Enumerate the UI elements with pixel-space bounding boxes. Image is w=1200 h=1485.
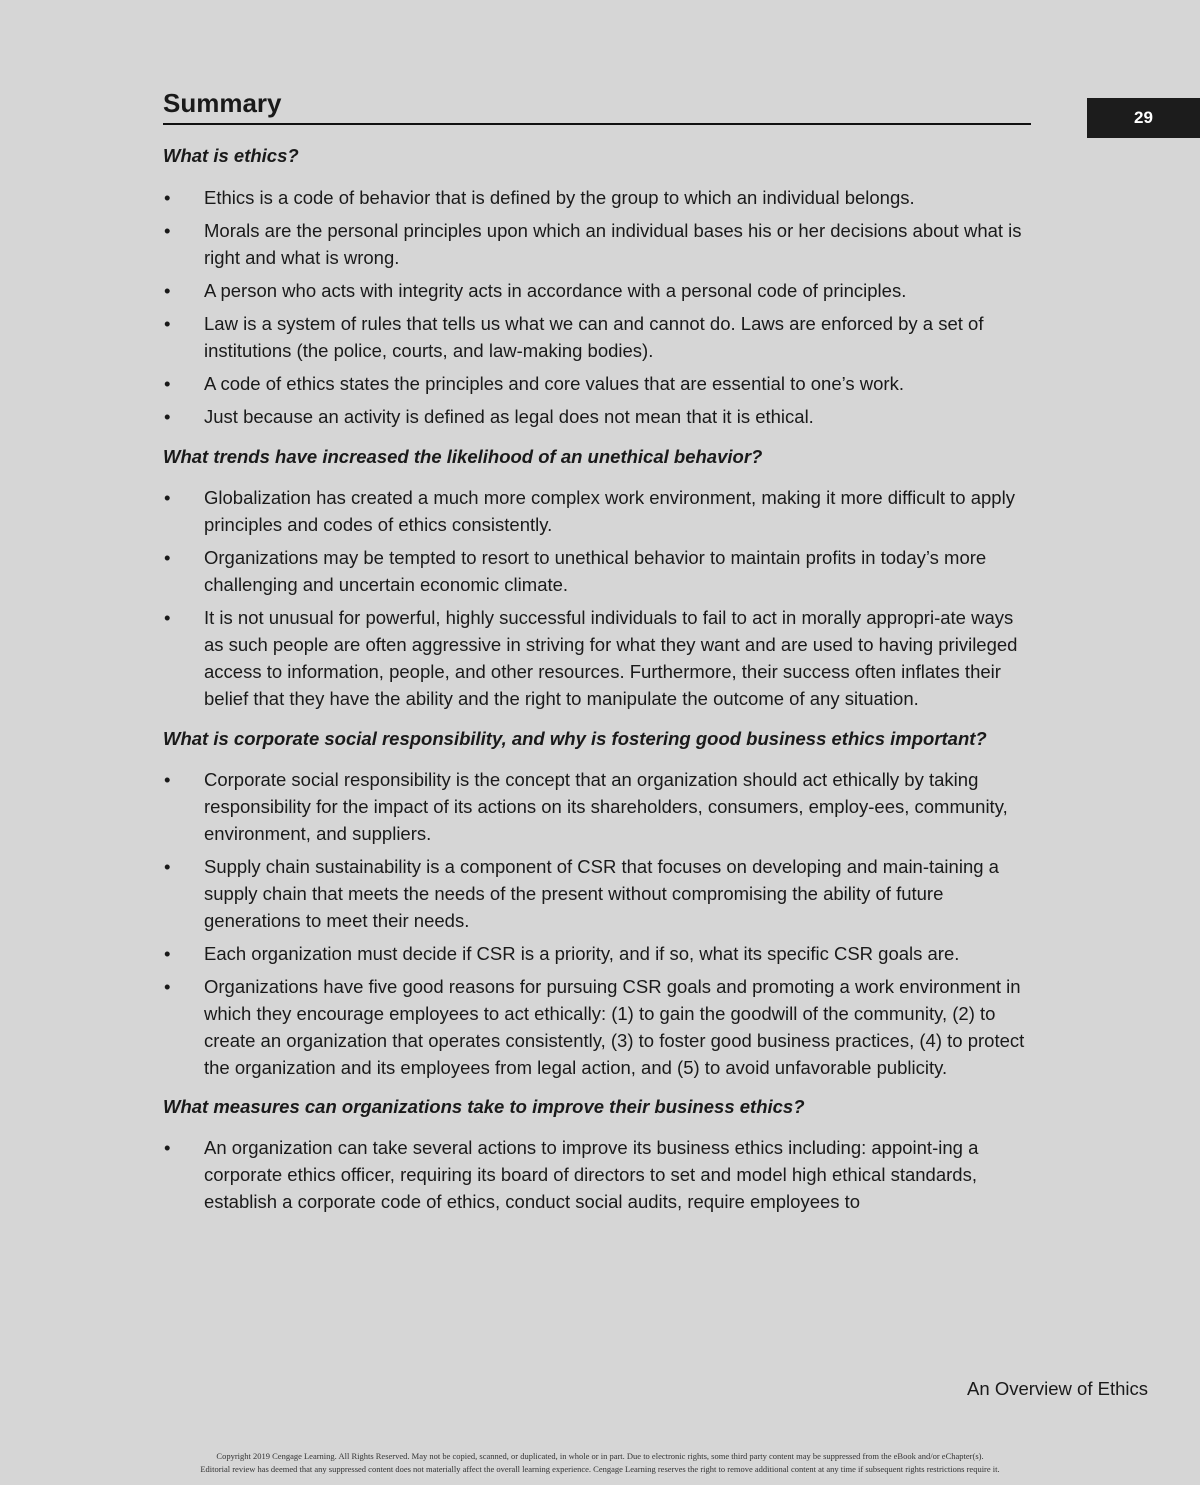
running-footer: An Overview of Ethics [967,1378,1148,1399]
copyright-line: Editorial review has deemed that any suppressed content does not materially affect the overall learning experience. Cengage Learning reserves the right to remove additional content at any time if subsequent rights restrictions require it. [200,1464,1000,1474]
list-item: • Organizations have five good reasons for pursuing CSR goals and promoting a work environment in which they encourage employees to act ethically: (1) to gain the goodwill of the community, (2) to create an organization that operates consistently, (3) to foster good business practices, (4) to protect the organization and its employees from legal action, and (5) to avoid unfavorable publicity. [163,973,1031,1081]
copyright-line: Copyright 2019 Cengage Learning. All Rights Reserved. May not be copied, scanned, or duplicated, in whole or in part. Due to electronic rights, some third party content may be suppressed from the eBook and/or eChapter(s). [216,1451,984,1461]
page-number-tab [1087,98,1200,138]
page-content [163,88,1031,1221]
section-trends [163,444,1031,712]
section-heading: What measures can organizations take to improve their business ethics? [163,1096,805,1117]
section-measures [163,1094,1031,1215]
list-item: • Just because an activity is defined as legal does not mean that it is ethical. [163,403,1031,430]
list-item: • Corporate social responsibility is the concept that an organization should act ethically by taking responsibility for the impact of its actions on its shareholders, consumers, employ-ees, community, environment, and suppliers. [163,766,1031,847]
list-item: • Globalization has created a much more complex work environment, making it more difficult to apply principles and codes of ethics consistently. [163,484,1031,538]
list-item: • Supply chain sustainability is a component of CSR that focuses on developing and main-taining a supply chain that meets the needs of the present without compromising the ability of future generations to meet their needs. [163,853,1031,934]
list-item: • A person who acts with integrity acts in accordance with a personal code of principles. [163,277,1031,304]
section-heading: What is corporate social responsibility, and why is fostering good business ethics important? [163,728,987,749]
bullet-list [163,766,1031,1081]
list-item: • An organization can take several actions to improve its business ethics including: appoint-ing a corporate ethics officer, requiring its board of directors to set and model high ethical standards, establish a corporate code of ethics, conduct social audits, require employees to [163,1134,1031,1215]
bullet-list [163,1134,1031,1215]
list-item: • Organizations may be tempted to resort to unethical behavior to maintain profits in today’s more challenging and uncertain economic climate. [163,544,1031,598]
list-item: • Law is a system of rules that tells us what we can and cannot do. Laws are enforced by a set of institutions (the police, courts, and law-making bodies). [163,310,1031,364]
list-item: • It is not unusual for powerful, highly successful individuals to fail to act in morally appropri-ate ways as such people are often aggressive in striving for what they want and are used to having privileged access to information, people, and other resources. Furthermore, their success often inflates their belief that they have the ability and the right to manipulate the outcome of any situation. [163,604,1031,712]
page-number: 29 [1134,108,1153,127]
section-heading: What trends have increased the likelihood of an unethical behavior? [163,446,763,467]
copyright-notice [0,1450,1200,1476]
section-heading: What is ethics? [163,145,299,166]
bullet-list [163,184,1031,430]
bullet-list [163,484,1031,712]
section-what-is-ethics [163,143,1031,430]
list-item: • Morals are the personal principles upon which an individual bases his or her decisions about what is right and what is wrong. [163,217,1031,271]
page-title: Summary [163,88,1031,125]
section-csr [163,726,1031,1081]
list-item: • Ethics is a code of behavior that is defined by the group to which an individual belongs. [163,184,1031,211]
list-item: • Each organization must decide if CSR is a priority, and if so, what its specific CSR goals are. [163,940,1031,967]
list-item: • A code of ethics states the principles and core values that are essential to one’s work. [163,370,1031,397]
